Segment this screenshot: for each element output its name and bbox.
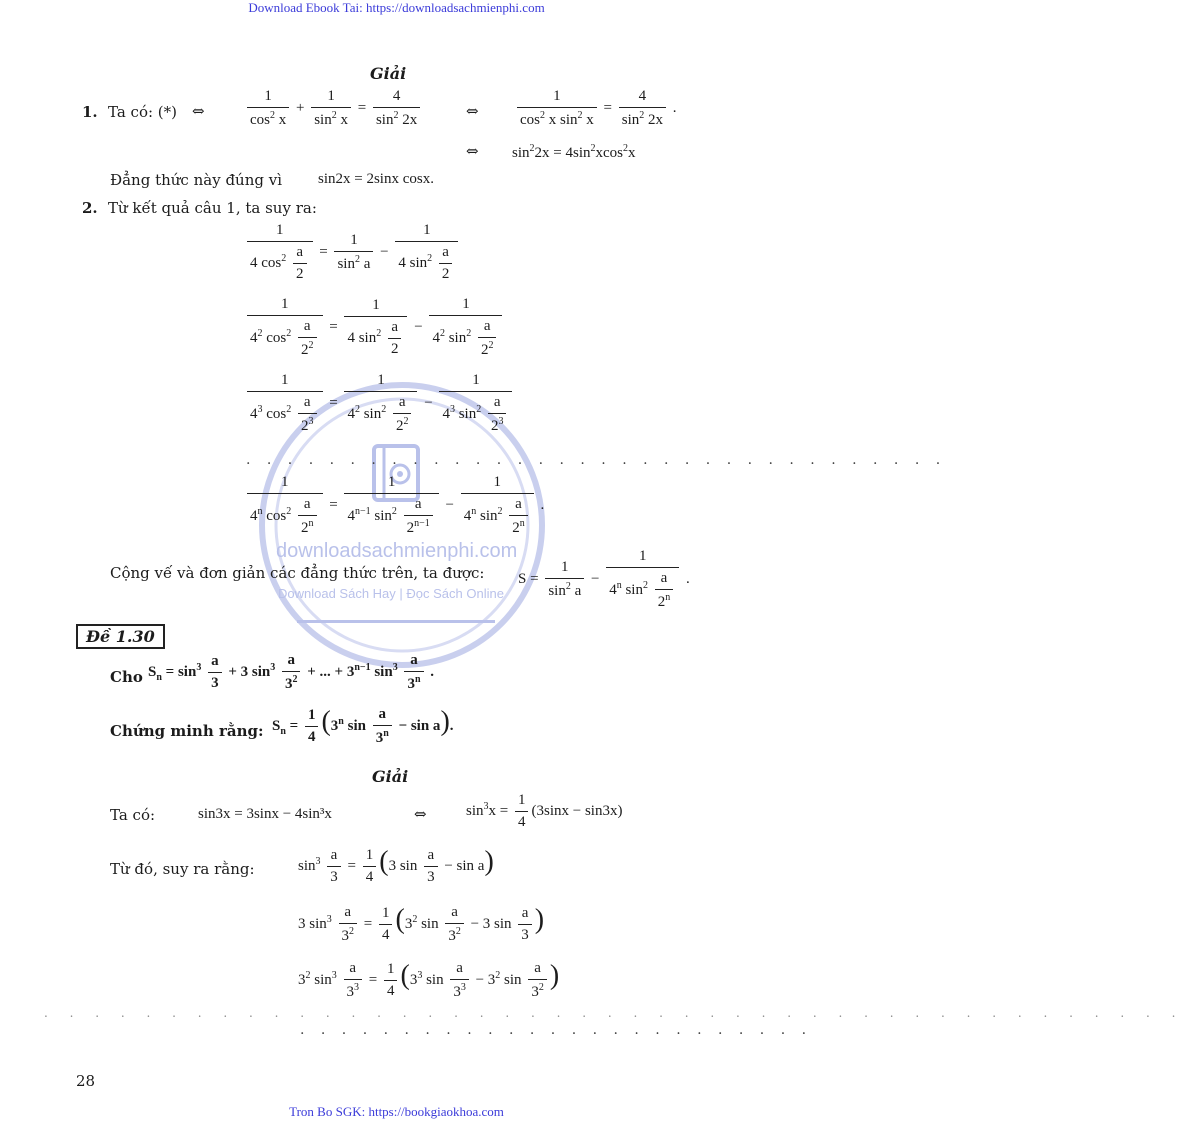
equivalence-arrow: ⇔ <box>192 102 205 120</box>
equation-step-3: 1 $4^3$ $\cos^2$ $\frac{a}{2^3}$ = 1 $4^2$ $\sin^2$ $\frac{a}{2^2}$ − 1 $4^3$ $\sin^2$ $\frac{a}{2^3}$ <box>244 372 515 435</box>
problem-given-label: Cho <box>110 668 143 686</box>
equation-2: $\frac{1}{\cos^2 x \sin^2 x}$ = $\frac{4}{\sin^2 2x}$ . <box>514 88 677 129</box>
item2-lead: Từ kết quả câu 1, ta suy ra: <box>108 199 317 217</box>
equation-3: $\sin^22x = 4\sin^2xcos^2x$ <box>512 143 636 161</box>
item-number-1: 1. <box>82 103 98 121</box>
identity-formula: sin2x = 2sinx cosx. <box>318 171 434 187</box>
item1-lead: Ta có: (*) <box>108 103 178 121</box>
problem-prove-formula: $S_n$ = $\frac{1}{4}$ (3$^n$ sin $\frac{a}{3^n}$ − sin a). <box>272 706 454 747</box>
sum-result: S = $\frac{1}{\sin^2 a}$ − 1 4$^n$ $\sin^2$ $\frac{a}{2^n}$ . <box>518 548 690 610</box>
deduce-text: Từ đó, suy ra rằng: <box>110 860 255 878</box>
problem-given-formula: $S_n = \sin^3$ $\frac{a}{3}$ + 3 $\sin^3$ $\frac{a}{3^2}$ + ... + $3^{n-1}$ $\sin^3$ $\frac{a}{3^n}$ . <box>148 652 435 692</box>
equivalence-arrow: ⇔ <box>466 102 479 120</box>
ellipsis-row: . . . . . . . . . . . . . . . . . . . . . . . . . <box>300 1022 813 1038</box>
equation-step-n: 1 4$^n$ $\cos^2$ $\frac{a}{2^n}$ = 1 $4^{n-1}$ $\sin^2$ $\frac{a}{2^{n-1}}$ − 1 4$^n$ $\sin^2$ $\frac{a}{2^n}$ . <box>244 474 544 537</box>
problem-prove-label: Chứng minh rằng: <box>110 722 264 740</box>
sum-text: Cộng vế và đơn giản các đẳng thức trên, ta được: <box>110 564 485 582</box>
watermark-underline <box>297 620 495 623</box>
identity-text: Đẳng thức này đúng vì <box>110 171 283 189</box>
watermark-tagline: Download Sách Hay | Đọc Sách Online <box>278 586 504 601</box>
deduce-eq-1: $\sin^3$ $\frac{a}{3}$ = $\frac{1}{4}$ (3 sin $\frac{a}{3}$ − sin a) <box>298 846 494 886</box>
problem-label: Đề 1.30 <box>76 624 165 649</box>
deduce-eq-3: $3^2$ $\sin^3$ $\frac{a}{3^3}$ = $\frac{1}{4}$ ($3^3$ sin $\frac{a}{3^3}$ − $3^2$ sin $\frac{a}{3^2}$ ) <box>298 960 560 1001</box>
equivalence-arrow: ⇔ <box>466 142 479 160</box>
sin-cubed-formula: $\sin^3x$ = $\frac{1}{4}$ (3sinx − sin3x) <box>466 792 623 830</box>
page-number: 28 <box>76 1072 96 1090</box>
section2-lead: Ta có: <box>110 806 156 824</box>
solution-heading-2: Giải <box>372 767 409 786</box>
header-link[interactable]: Download Ebook Tai: https://downloadsachmienphi.com <box>248 0 545 15</box>
equation-step-2: 1 $4^2$ $\cos^2$ $\frac{a}{2^2}$ = 1 4 $\sin^2$ $\frac{a}{2}$ − 1 $4^2$ $\sin^2$ $\frac{a}{2^2}$ <box>244 296 505 359</box>
solution-heading: Giải <box>370 64 407 83</box>
equivalence-arrow: ⇔ <box>414 805 427 823</box>
watermark-site: downloadsachmienphi.com <box>276 540 518 562</box>
deduce-eq-2: 3 $\sin^3$ $\frac{a}{3^2}$ = $\frac{1}{4}$ ($3^2$ sin $\frac{a}{3^2}$ − 3 sin $\frac{a}{3}$ ) <box>298 904 545 945</box>
triple-angle-formula: sin3x = 3sinx − 4sin³x <box>198 806 332 822</box>
equation-1: $\frac{1}{\cos^2 x}$ + $\frac{1}{\sin^2 x}$ = $\frac{4}{\sin^2 2x}$ <box>244 88 423 129</box>
item-number-2: 2. <box>82 199 98 217</box>
footer-link[interactable]: Tron Bo SGK: https://bookgiaokhoa.com <box>289 1104 504 1119</box>
equation-step-1: 1 4 $\cos^2$ $\frac{a}{2}$ = $\frac{1}{\sin^2 a}$ − 1 4 $\sin^2$ $\frac{a}{2}$ <box>244 222 461 283</box>
ellipsis-row: . . . . . . . . . . . . . . . . . . . . . . . . . . . . . . . . . . . . . . . . . . . . . <box>44 1006 1185 1020</box>
ellipsis-row: . . . . . . . . . . . . . . . . . . . . . . . . . . . . . . . . . . <box>246 452 947 468</box>
